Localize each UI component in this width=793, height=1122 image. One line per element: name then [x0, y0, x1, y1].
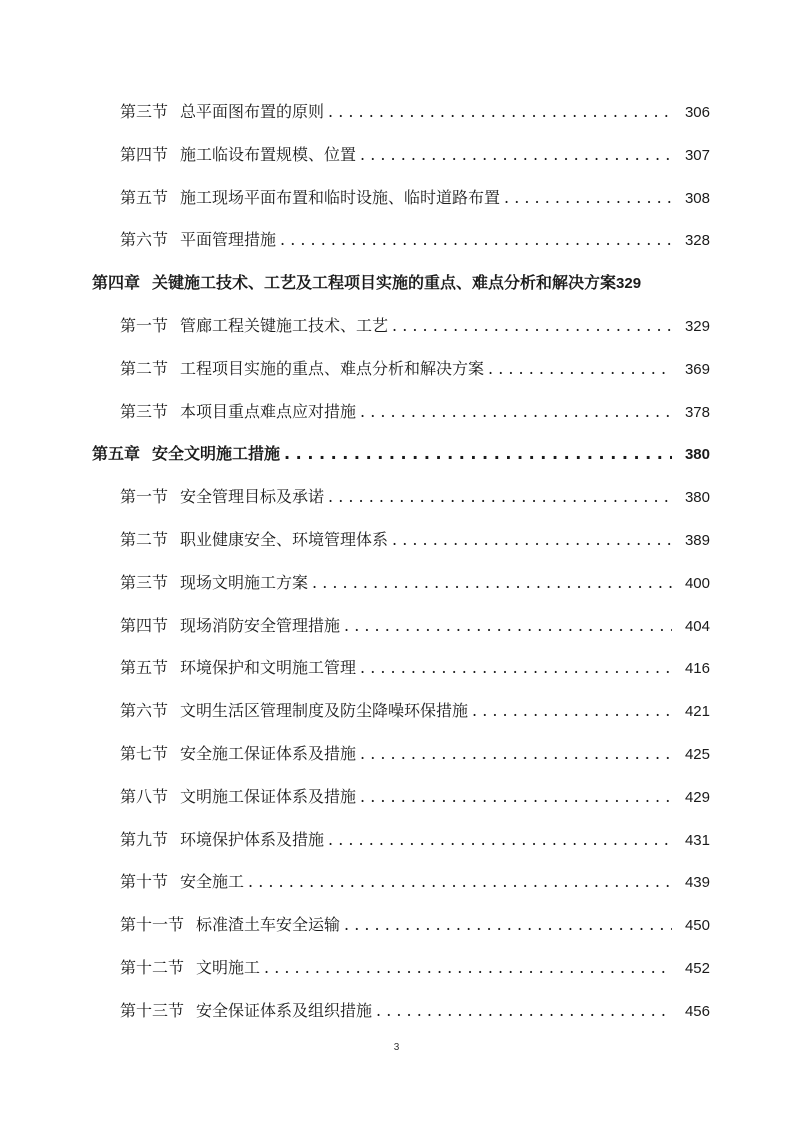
toc-entry-page: 306	[684, 104, 710, 121]
toc-section-entry[interactable]	[120, 997, 710, 1025]
toc-entry-page: 329	[616, 275, 642, 292]
toc-leader-dots	[360, 141, 672, 169]
toc-leader-dots	[392, 312, 672, 340]
toc-leader-dots	[376, 997, 672, 1025]
toc-section-entry[interactable]	[120, 184, 710, 212]
toc-section-entry[interactable]	[120, 612, 710, 640]
toc-leader-dots	[312, 569, 672, 597]
toc-section-entry[interactable]	[120, 355, 710, 383]
toc-leader-dots	[264, 954, 672, 982]
toc-chapter-entry[interactable]	[92, 440, 710, 468]
toc-section-entry[interactable]	[120, 312, 710, 340]
toc-entry-number: 第一节	[120, 487, 169, 506]
toc-entry-number: 第四节	[120, 616, 169, 635]
toc-leader-dots	[488, 355, 672, 383]
toc-entry-page: 307	[684, 147, 710, 164]
toc-leader-dots	[328, 98, 672, 126]
toc-leader-dots	[328, 826, 672, 854]
toc-entry-title: 文明生活区管理制度及防尘降噪环保措施	[180, 701, 469, 720]
toc-entry-number: 第六节	[120, 701, 169, 720]
toc-entry-title: 安全施工	[180, 872, 245, 891]
toc-section-entry[interactable]	[120, 569, 710, 597]
page-number: 3	[393, 1042, 400, 1053]
toc-entry-title: 文明施工	[196, 958, 261, 977]
toc-entry-page: 456	[684, 1003, 710, 1020]
toc-section-entry[interactable]	[120, 697, 710, 725]
toc-entry-number: 第十三节	[120, 1001, 185, 1020]
toc-entry-number: 第十节	[120, 872, 169, 891]
toc-entry-title: 工程项目实施的重点、难点分析和解决方案	[180, 359, 485, 378]
toc-entry-page: 380	[684, 489, 710, 506]
toc-leader-dots	[280, 226, 672, 254]
toc-entry-page: 421	[684, 703, 710, 720]
toc-leader-dots	[344, 612, 672, 640]
toc-chapter-entry[interactable]	[92, 269, 641, 297]
toc-section-entry[interactable]	[120, 398, 710, 426]
toc-entry-number: 第四章	[92, 273, 141, 292]
toc-section-entry[interactable]	[120, 911, 710, 939]
toc-section-entry[interactable]	[120, 483, 710, 511]
toc-entry-title: 施工现场平面布置和临时设施、临时道路布置	[180, 188, 501, 207]
toc-entry-number: 第三节	[120, 573, 169, 592]
toc-section-entry[interactable]	[120, 954, 710, 982]
toc-entry-title: 本项目重点难点应对措施	[180, 402, 357, 421]
toc-entry-number: 第二节	[120, 359, 169, 378]
toc-entry-page: 389	[684, 532, 710, 549]
toc-section-entry[interactable]	[120, 826, 710, 854]
toc-entry-page: 416	[684, 660, 710, 677]
toc-leader-dots	[360, 783, 672, 811]
toc-entry-page: 452	[684, 960, 710, 977]
toc-entry-number: 第十一节	[120, 915, 185, 934]
toc-entry-page: 380	[684, 446, 710, 463]
toc-entry-title: 安全保证体系及组织措施	[196, 1001, 373, 1020]
toc-entry-title: 安全管理目标及承诺	[180, 487, 325, 506]
toc-entry-page: 429	[684, 789, 710, 806]
toc-entry-number: 第三节	[120, 102, 169, 121]
toc-entry-title: 环境保护和文明施工管理	[180, 658, 357, 677]
toc-leader-dots	[360, 654, 672, 682]
toc-entry-number: 第二节	[120, 530, 169, 549]
toc-leader-dots	[392, 526, 672, 554]
toc-leader-dots	[360, 740, 672, 768]
toc-section-entry[interactable]	[120, 526, 710, 554]
toc-entry-page: 431	[684, 832, 710, 849]
toc-entry-page: 404	[684, 618, 710, 635]
toc-entry-number: 第三节	[120, 402, 169, 421]
toc-entry-number: 第五节	[120, 658, 169, 677]
toc-entry-title: 施工临设布置规模、位置	[180, 145, 357, 164]
toc-entry-page: 425	[684, 746, 710, 763]
toc-section-entry[interactable]	[120, 740, 710, 768]
toc-entry-number: 第一节	[120, 316, 169, 335]
toc-entry-title: 平面管理措施	[180, 230, 277, 249]
toc-leader-dots	[328, 483, 672, 511]
toc-entry-page: 328	[684, 232, 710, 249]
toc-entry-page: 369	[684, 361, 710, 378]
toc-leader-dots	[344, 911, 672, 939]
toc-entry-title: 现场消防安全管理措施	[180, 616, 341, 635]
toc-entry-title: 管廊工程关键施工技术、工艺	[180, 316, 389, 335]
toc-entry-number: 第九节	[120, 830, 169, 849]
toc-section-entry[interactable]	[120, 783, 710, 811]
toc-section-entry[interactable]	[120, 868, 710, 896]
toc-entry-page: 308	[684, 190, 710, 207]
toc-entry-title: 文明施工保证体系及措施	[180, 787, 357, 806]
toc-leader-dots	[360, 398, 672, 426]
toc-section-entry[interactable]	[120, 141, 710, 169]
toc-entry-title: 安全文明施工措施	[152, 444, 281, 463]
toc-entry-title: 标准渣土车安全运输	[196, 915, 341, 934]
toc-entry-title: 职业健康安全、环境管理体系	[180, 530, 389, 549]
toc-entry-number: 第四节	[120, 145, 169, 164]
toc-section-entry[interactable]	[120, 98, 710, 126]
toc-leader-dots	[248, 868, 672, 896]
toc-entry-title: 环境保护体系及措施	[180, 830, 325, 849]
toc-entry-number: 第十二节	[120, 958, 185, 977]
toc-entry-title: 关键施工技术、工艺及工程项目实施的重点、难点分析和解决方案	[152, 273, 617, 292]
toc-leader-dots	[504, 184, 672, 212]
toc-leader-dots	[472, 697, 672, 725]
toc-entry-page: 329	[684, 318, 710, 335]
toc-entry-number: 第七节	[120, 744, 169, 763]
toc-entry-number: 第八节	[120, 787, 169, 806]
toc-entry-title: 现场文明施工方案	[180, 573, 309, 592]
toc-entry-page: 400	[684, 575, 710, 592]
toc-section-entry[interactable]	[120, 226, 710, 254]
toc-entry-page: 439	[684, 874, 710, 891]
toc-section-entry[interactable]	[120, 654, 710, 682]
toc-leader-dots	[284, 440, 672, 468]
toc-entry-number: 第五节	[120, 188, 169, 207]
toc-entry-number: 第五章	[92, 444, 141, 463]
toc-entry-page: 378	[684, 404, 710, 421]
toc-entry-title: 总平面图布置的原则	[180, 102, 325, 121]
toc-entry-title: 安全施工保证体系及措施	[180, 744, 357, 763]
toc-entry-number: 第六节	[120, 230, 169, 249]
toc-entry-page: 450	[684, 917, 710, 934]
